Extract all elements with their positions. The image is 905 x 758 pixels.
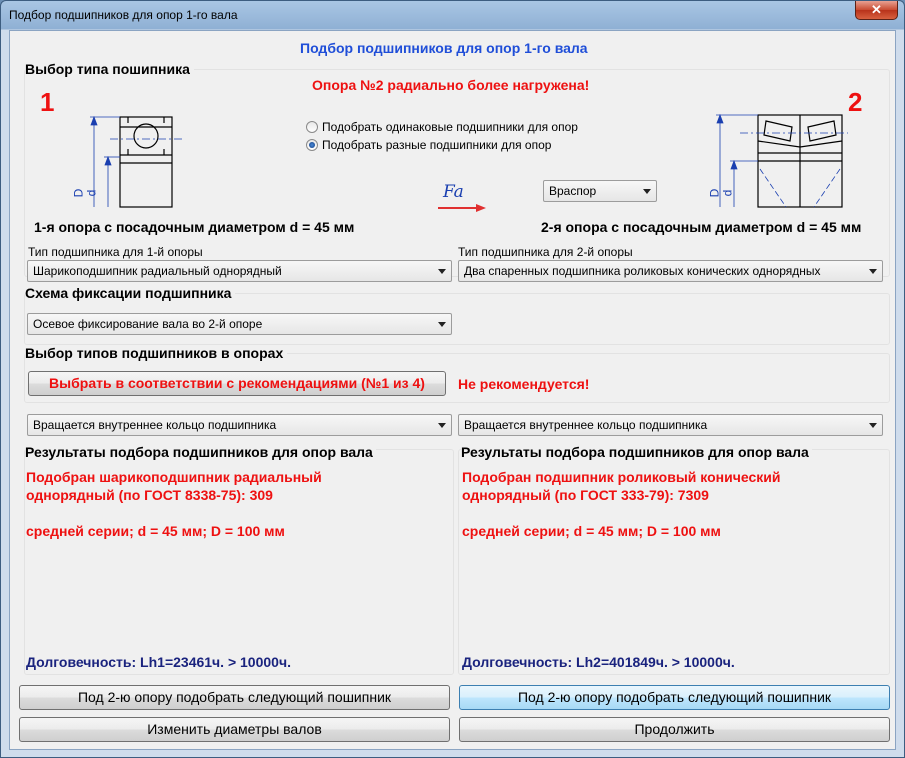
axial-force-label: Fa <box>443 182 464 202</box>
diameter-d-label-2: d <box>720 189 735 197</box>
diameter-d-label-1: d <box>84 189 99 197</box>
support2-type-label: Тип подшипника для 2-й опоры <box>458 245 633 259</box>
diameter-D-label-1: D <box>71 188 86 198</box>
close-button[interactable]: ✕ <box>855 1 898 20</box>
bearing-type-section-label: Выбор типа пошипника <box>25 61 194 77</box>
radio-same-bearings[interactable] <box>306 121 318 133</box>
chevron-down-icon <box>869 423 877 428</box>
results-right-line3: средней серии; d = 45 мм; D = 100 мм <box>462 523 721 539</box>
support2-type-value: Два спаренных подшипника роликовых конических однорядных <box>464 264 821 278</box>
recommendation-status: Не рекомендуется! <box>458 376 590 392</box>
change-diameters-button[interactable]: Изменить диаметры валов <box>19 717 450 742</box>
type-selection-section-label: Выбор типов подшипников в опорах <box>25 345 287 361</box>
rotation-right-combo[interactable] <box>458 414 883 436</box>
page-title: Подбор подшипников для опор 1-го вала <box>300 40 588 56</box>
results-right-durability: Долговечность: Lh2=401849ч. > 10000ч. <box>462 654 735 670</box>
support1-type-value: Шарикоподшипник радиальный однорядный <box>33 264 282 278</box>
recommend-button[interactable]: Выбрать в соответствии с рекомендациями (№1 из 4) <box>28 371 446 396</box>
chevron-down-icon <box>438 269 446 274</box>
rotation-left-value: Вращается внутреннее кольцо подшипника <box>33 418 277 432</box>
support2-number: 2 <box>848 87 863 117</box>
mount-scheme-combo[interactable] <box>543 180 657 202</box>
next-bearing-left-button[interactable]: Под 2-ю опору подобрать следующий пошипник <box>19 685 450 710</box>
rotation-left-combo[interactable] <box>27 414 452 436</box>
radio-different-bearings[interactable] <box>306 139 318 151</box>
support2-type-combo[interactable] <box>458 260 883 282</box>
results-right-title: Результаты подбора подшипников для опор вала <box>461 444 812 460</box>
title-bar[interactable] <box>1 1 904 29</box>
mount-scheme-value: Враспор <box>549 184 597 198</box>
continue-button[interactable]: Продолжить <box>459 717 890 742</box>
support1-caption: 1-я опора с посадочным диаметром d = 45 мм <box>34 219 355 235</box>
support1-number: 1 <box>40 87 55 117</box>
results-left-title: Результаты подбора подшипников для опор вала <box>25 444 376 460</box>
chevron-down-icon <box>643 189 651 194</box>
client-area <box>9 30 896 750</box>
support1-type-combo[interactable] <box>27 260 452 282</box>
chevron-down-icon <box>438 322 446 327</box>
results-left-line3: средней серии; d = 45 мм; D = 100 мм <box>26 523 285 539</box>
support1-type-label: Тип подшипника для 1-й опоры <box>28 245 203 259</box>
radio-same-label[interactable]: Подобрать одинаковые подшипники для опор <box>322 120 578 134</box>
results-right-line2: однорядный (по ГОСТ 333-79): 7309 <box>462 487 709 503</box>
rotation-right-value: Вращается внутреннее кольцо подшипника <box>464 418 708 432</box>
radio-different-label[interactable]: Подобрать разные подшипники для опор <box>322 138 552 152</box>
results-right-line1: Подобран подшипник роликовый конический <box>462 469 781 485</box>
next-bearing-right-button[interactable]: Под 2-ю опору подобрать следующий пошипник <box>459 685 890 710</box>
load-warning: Опора №2 радиально более нагружена! <box>312 77 590 93</box>
fixation-combo[interactable] <box>27 313 452 335</box>
fixation-section-label: Схема фиксации подшипника <box>25 285 235 301</box>
results-left-durability: Долговечность: Lh1=23461ч. > 10000ч. <box>26 654 291 670</box>
axial-force-arrow-icon <box>438 203 486 213</box>
chevron-down-icon <box>869 269 877 274</box>
diameter-D-label-2: D <box>707 188 722 198</box>
results-left-line2: однорядный (по ГОСТ 8338-75): 309 <box>26 487 273 503</box>
support2-caption: 2-я опора с посадочным диаметром d = 45 мм <box>541 219 862 235</box>
results-left-line1: Подобран шарикоподшипник радиальный <box>26 469 322 485</box>
fixation-value: Осевое фиксирование вала во 2-й опоре <box>33 317 263 331</box>
window-title: Подбор подшипников для опор 1-го вала <box>9 8 238 22</box>
chevron-down-icon <box>438 423 446 428</box>
